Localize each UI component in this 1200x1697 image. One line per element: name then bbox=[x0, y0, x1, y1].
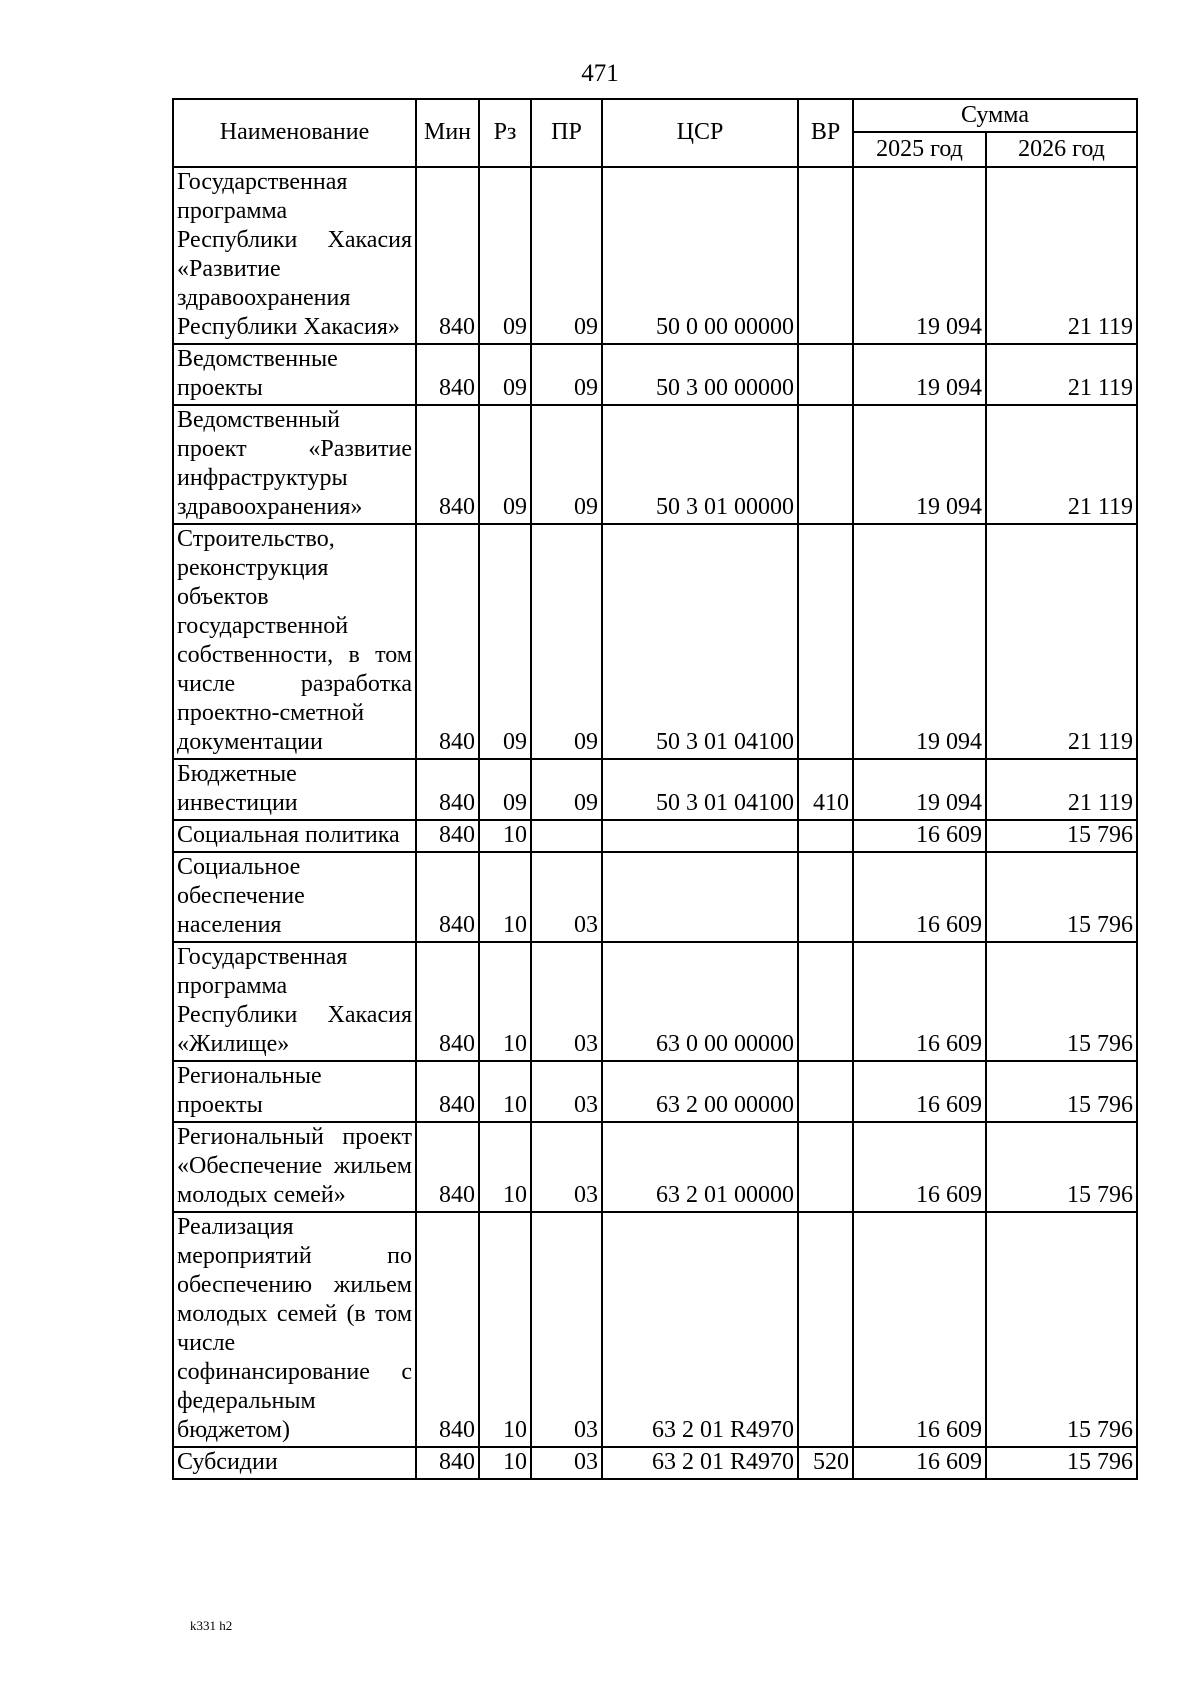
row-csr: 63 2 01 00000 bbox=[602, 1122, 798, 1212]
row-min: 840 bbox=[416, 1061, 479, 1122]
row-sum-2026: 15 796 bbox=[986, 1061, 1137, 1122]
row-sum-2026: 15 796 bbox=[986, 942, 1137, 1061]
row-vr bbox=[798, 344, 853, 405]
row-name: Социальная политика bbox=[173, 820, 416, 852]
row-vr bbox=[798, 524, 853, 759]
table-row bbox=[173, 405, 1137, 524]
row-min: 840 bbox=[416, 1212, 479, 1447]
row-min: 840 bbox=[416, 344, 479, 405]
row-sum-2026: 21 119 bbox=[986, 405, 1137, 524]
row-pr: 09 bbox=[531, 405, 602, 524]
row-csr: 50 3 01 00000 bbox=[602, 405, 798, 524]
row-vr: 520 bbox=[798, 1447, 853, 1479]
row-sum-2025: 16 609 bbox=[853, 820, 986, 852]
row-name: Региональный проект «Обеспечение жильем молодых семей» bbox=[173, 1122, 416, 1212]
row-sum-2025: 19 094 bbox=[853, 524, 986, 759]
row-sum-2026: 15 796 bbox=[986, 852, 1137, 942]
row-sum-2025: 16 609 bbox=[853, 1122, 986, 1212]
row-pr: 09 bbox=[531, 524, 602, 759]
row-csr bbox=[602, 820, 798, 852]
header-min: Мин bbox=[416, 99, 479, 167]
row-sum-2026: 21 119 bbox=[986, 344, 1137, 405]
row-name: Бюджетные инвестиции bbox=[173, 759, 416, 820]
table-header bbox=[173, 99, 1137, 167]
row-rz: 09 bbox=[479, 167, 531, 344]
row-name: Ведомственные проекты bbox=[173, 344, 416, 405]
table-row bbox=[173, 1122, 1137, 1212]
row-name: Ведомственный проект «Развитие инфраструктуры здравоохранения» bbox=[173, 405, 416, 524]
row-vr bbox=[798, 1122, 853, 1212]
table-row bbox=[173, 1447, 1137, 1479]
row-csr: 63 2 01 R4970 bbox=[602, 1447, 798, 1479]
header-csr: ЦСР bbox=[602, 99, 798, 167]
footer-code: k331 h2 bbox=[190, 1618, 233, 1633]
row-pr: 03 bbox=[531, 1122, 602, 1212]
row-csr: 63 2 00 00000 bbox=[602, 1061, 798, 1122]
table-row bbox=[173, 759, 1137, 820]
row-sum-2025: 19 094 bbox=[853, 167, 986, 344]
row-name: Строительство, реконструкция объектов государственной собственности, в том числе разработка проектно-сметной документации bbox=[173, 524, 416, 759]
row-pr: 03 bbox=[531, 1447, 602, 1479]
row-rz: 10 bbox=[479, 942, 531, 1061]
row-sum-2026: 15 796 bbox=[986, 1122, 1137, 1212]
row-pr: 09 bbox=[531, 167, 602, 344]
row-rz: 09 bbox=[479, 759, 531, 820]
row-rz: 10 bbox=[479, 1061, 531, 1122]
row-rz: 10 bbox=[479, 1212, 531, 1447]
row-rz: 10 bbox=[479, 820, 531, 852]
row-min: 840 bbox=[416, 1122, 479, 1212]
row-pr: 03 bbox=[531, 942, 602, 1061]
row-rz: 09 bbox=[479, 344, 531, 405]
row-min: 840 bbox=[416, 759, 479, 820]
header-name: Наименование bbox=[173, 99, 416, 167]
row-csr bbox=[602, 852, 798, 942]
row-sum-2025: 16 609 bbox=[853, 852, 986, 942]
row-vr: 410 bbox=[798, 759, 853, 820]
row-vr bbox=[798, 167, 853, 344]
table-row bbox=[173, 344, 1137, 405]
row-name: Государственная программа Республики Хакасия «Развитие здравоохранения Республики Хакасия» bbox=[173, 167, 416, 344]
row-min: 840 bbox=[416, 405, 479, 524]
row-vr bbox=[798, 1212, 853, 1447]
row-pr bbox=[531, 820, 602, 852]
row-csr: 50 3 00 00000 bbox=[602, 344, 798, 405]
row-csr: 63 0 00 00000 bbox=[602, 942, 798, 1061]
row-pr: 09 bbox=[531, 344, 602, 405]
row-sum-2025: 19 094 bbox=[853, 759, 986, 820]
row-min: 840 bbox=[416, 820, 479, 852]
table-body bbox=[173, 167, 1137, 1479]
row-sum-2025: 16 609 bbox=[853, 1212, 986, 1447]
header-year-2025: 2025 год bbox=[853, 132, 986, 167]
row-sum-2025: 16 609 bbox=[853, 1061, 986, 1122]
page-number: 471 bbox=[581, 60, 619, 87]
row-csr: 50 3 01 04100 bbox=[602, 524, 798, 759]
row-min: 840 bbox=[416, 524, 479, 759]
row-rz: 10 bbox=[479, 852, 531, 942]
header-year-2026: 2026 год bbox=[986, 132, 1137, 167]
row-csr: 50 0 00 00000 bbox=[602, 167, 798, 344]
row-sum-2025: 19 094 bbox=[853, 344, 986, 405]
row-vr bbox=[798, 1061, 853, 1122]
row-sum-2026: 15 796 bbox=[986, 820, 1137, 852]
row-sum-2026: 21 119 bbox=[986, 759, 1137, 820]
budget-table bbox=[172, 98, 1138, 1480]
row-csr: 50 3 01 04100 bbox=[602, 759, 798, 820]
row-pr: 03 bbox=[531, 852, 602, 942]
row-sum-2026: 15 796 bbox=[986, 1212, 1137, 1447]
row-vr bbox=[798, 820, 853, 852]
table-row bbox=[173, 1061, 1137, 1122]
row-name: Региональные проекты bbox=[173, 1061, 416, 1122]
row-vr bbox=[798, 852, 853, 942]
row-sum-2025: 19 094 bbox=[853, 405, 986, 524]
row-min: 840 bbox=[416, 942, 479, 1061]
header-sum: Сумма bbox=[853, 99, 1137, 132]
row-sum-2025: 16 609 bbox=[853, 942, 986, 1061]
table-row bbox=[173, 820, 1137, 852]
row-name: Реализация мероприятий по обеспечению жильем молодых семей (в том числе софинансирование с федеральным бюджетом) bbox=[173, 1212, 416, 1447]
row-min: 840 bbox=[416, 852, 479, 942]
row-rz: 10 bbox=[479, 1447, 531, 1479]
row-vr bbox=[798, 942, 853, 1061]
row-name: Социальное обеспечение населения bbox=[173, 852, 416, 942]
table-row bbox=[173, 942, 1137, 1061]
row-pr: 03 bbox=[531, 1061, 602, 1122]
row-rz: 09 bbox=[479, 405, 531, 524]
table-row bbox=[173, 1212, 1137, 1447]
row-rz: 10 bbox=[479, 1122, 531, 1212]
row-name: Субсидии bbox=[173, 1447, 416, 1479]
table-row bbox=[173, 852, 1137, 942]
row-rz: 09 bbox=[479, 524, 531, 759]
row-pr: 03 bbox=[531, 1212, 602, 1447]
row-pr: 09 bbox=[531, 759, 602, 820]
row-csr: 63 2 01 R4970 bbox=[602, 1212, 798, 1447]
row-sum-2026: 21 119 bbox=[986, 167, 1137, 344]
header-rz: Рз bbox=[479, 99, 531, 167]
row-min: 840 bbox=[416, 1447, 479, 1479]
row-min: 840 bbox=[416, 167, 479, 344]
row-sum-2025: 16 609 bbox=[853, 1447, 986, 1479]
header-pr: ПР bbox=[531, 99, 602, 167]
table-row bbox=[173, 167, 1137, 344]
row-name: Государственная программа Республики Хакасия «Жилище» bbox=[173, 942, 416, 1061]
header-vr: ВР bbox=[798, 99, 853, 167]
row-vr bbox=[798, 405, 853, 524]
row-sum-2026: 15 796 bbox=[986, 1447, 1137, 1479]
table-row bbox=[173, 524, 1137, 759]
row-sum-2026: 21 119 bbox=[986, 524, 1137, 759]
